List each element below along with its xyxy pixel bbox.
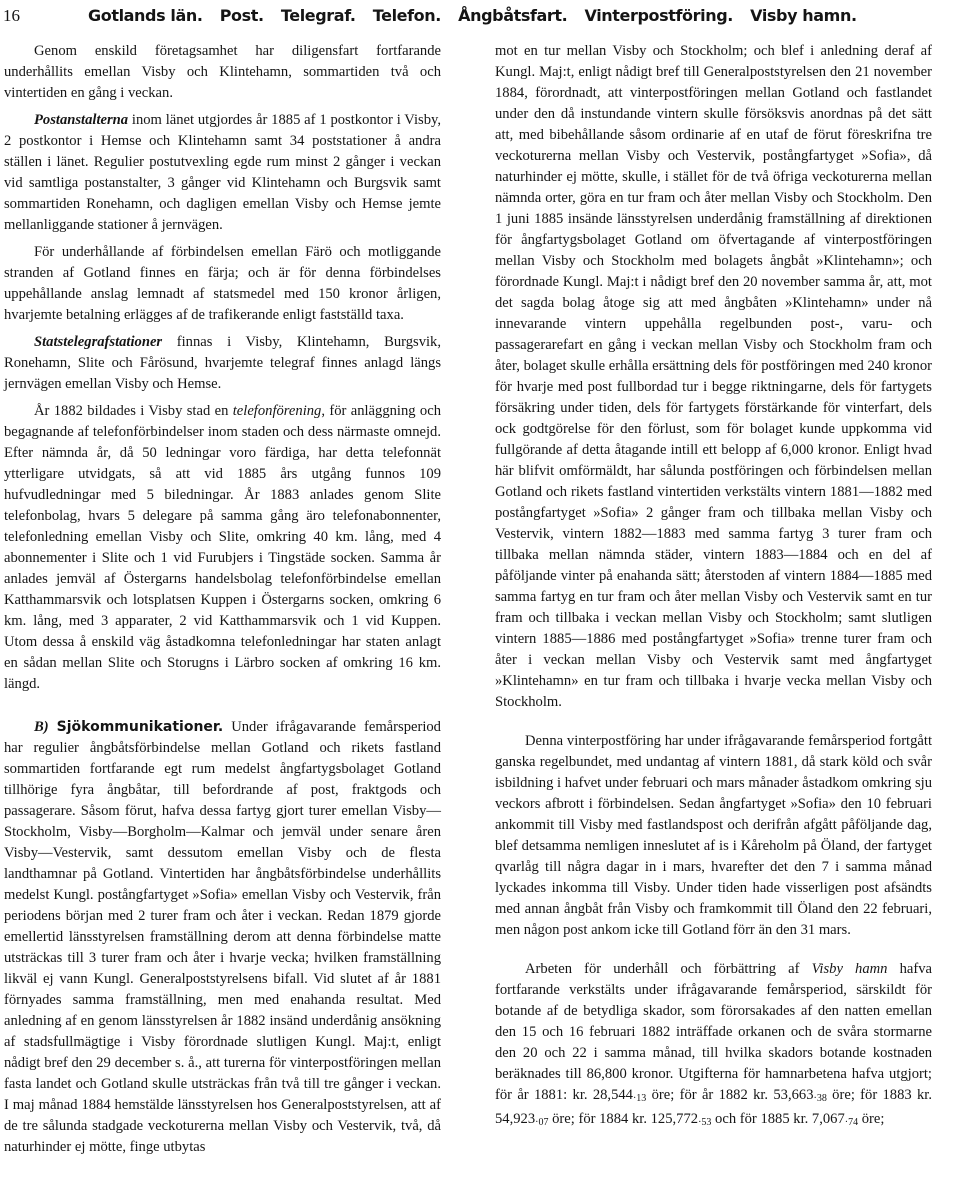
running-title-part: Gotlands län. xyxy=(88,6,203,25)
page-number: 16 xyxy=(3,6,20,25)
paragraph-body: öre; för 1884 kr. 125,772 xyxy=(548,1111,699,1127)
paragraph-body: Arbeten för underhåll och förbättring af xyxy=(525,961,812,977)
running-title-part: Ångbåtsfart. xyxy=(458,6,568,25)
paragraph-body: öre; för 1883 kr. 54,923 xyxy=(495,1087,932,1127)
paragraph-body: inom länet utgjordes år 1885 af 1 postkontor i Visby, 2 postkontor i Hemse och Klintehamn samt 34 poststationer å andra ställen i länet. Regulier postutvexling egde rum minst 2 gånger i veckan vid samtliga postanstalter, 3 gånger vid Klintehamn och Burgsvik samt sommartiden Ronehamn, och dagligen emellan Visby och Hemse jemte mellanliggande stationer å jernvägen. xyxy=(4,112,441,233)
ore-fraction: ·07 xyxy=(535,1117,549,1128)
paragraph-ferry: För underhållande af förbindelsen emellan Färö och motliggande stranden af Gotland finnes en färja; och är för denna förbindelses uppehållande anslag lemnadt af statsmedel med 150 kronor årligen, hvarjemte betalning erlägges af de trafikerande enligt fastställd taxa. xyxy=(4,244,441,323)
running-title-part: Post. xyxy=(219,6,264,25)
ore-fraction: ·13 xyxy=(632,1093,647,1104)
section-label: B) xyxy=(34,719,49,735)
ore-fraction: ·38 xyxy=(813,1093,827,1104)
paragraph-body: År 1882 bildades i Visby stad en xyxy=(34,403,233,419)
running-title-part: Visby hamn. xyxy=(750,6,857,25)
left-column xyxy=(4,41,441,1158)
running-title-part: Telefon. xyxy=(372,6,441,25)
paragraph-diligence: Genom enskild företagsamhet har diligensfart fortfarande underhållits emellan Visby och Klintehamn, sommartiden två och vintertiden en gång i veckan. xyxy=(4,43,441,101)
paragraph-lead-term: telefonförening xyxy=(232,403,322,419)
paragraph-lead-term: Statstelegrafstationer xyxy=(34,334,163,350)
paragraph-postal-offices xyxy=(4,110,441,236)
ore-fraction: ·74 xyxy=(844,1117,859,1128)
paragraph-body: hafva fortfarande verkstälts under ifrågavarande femårsperiod, särskildt för botande af de betydliga skador, som förorsakades af den natten emellan den 15 och 16 februari 1882 inträffade orkanen och de svåra stormarne den 20 och 22 i samma månad, till hvilka skadors botande kostnaden beräknades till 86,800 kronor. Utgifterna för hamnarbetena hafva utgjort; för år 1881: kr. 28,544 xyxy=(495,961,933,1103)
paragraph-winter-post: mot en tur mellan Visby och Stockholm; och blef i anledning deraf af Kungl. Maj:t, enligt nådigt bref till Generalpoststyrelsen den 21 november 1884, förordnadt, att vinterpostföringen mellan Gotland och fastlandet under den då instundande vintern skulle försöksvis anordnas på det sätt att, med bibehållande såsom ordinarie af en utaf de förut föreskrifna tre veckoturerna mellan Visby och Vestervik, postångfartyget »Sofia», då naturhinder ej mötte, skulle, i stället för de två öfriga veckoturerna mellan nämnda orter, göra en tur fram och åter mellan Visby och Stockholm. Den 1 juni 1885 insände länsstyrelsen underdånig framställning af direktionen för ångfartygsbolaget Gotland om öfvertagande af vinterpostföringen mellan Visby och Stockholm med bolagets ångbåt »Klintehamn»; och förordnade Kungl. Maj:t i nådigt bref den 20 november samma år, att, mot det sagda bolag åtoge sig att med ångbåten »Klintehamn» under nå innevarande vintern uppehålla regelbunden post-, varu- och passagerarefart en gång i veckan mellan Visby och Stockholm fram och åter, bolaget skulle erhålla ersättning dels för postföringen med 240 kronor för hvarje med post fullbordad tur i begge riktningarne, dels för fartygets försäkring under tiden, dels för fartygets förstärkande för vinterfart, dels ock godtgörelse för den förlust, som för bolaget kunde uppkomma vid fullgörande af detta åtagande intill ett belopp af 6,000 kronor. Enligt hvad här blifvit omförmäldt, har sålunda postföringen och förbindelsen mellan Gotland och rikets fastland vintertiden verkstälts vintern 1881—1882 med postångfartyget »Sofia» 2 gånger fram och tillbaka mellan Visby och Vestervik, vintern 1882—1883 med samma fartyg 3 turer fram och tillbaka mellan nämnda städer, vintern 1883—1884 och en del af påföljande vinter på enahanda sätt; återstoden af vintern 1884—1885 med samma fartyg en tur fram och åter mellan Visby och Vestervik samt en tur fram och tillbaka i veckan mellan Visby och Stockholm; samt slutligen vintern 1885—1886 med postångfartyget »Sofia» trenne turer fram och åter i veckan mellan Visby och Vestervik samt med ångfartyget »Klintehamn» en tur fram och tillbaka i hvarje vecka mellan Visby och Stockholm. xyxy=(495,43,932,710)
paragraph-winter-service: Denna vinterpostföring har under ifrågavarande femårsperiod fortgått ganska regelbundet, med undantag af vintern 1881, då stark köld och svår isbildning i hafvet under februari och mars månader åstadkom omkring sju veckors afbrott i förbindelsen. Sedan ångfartyget »Sofia» den 10 februari ankommit till Visby med fastlandspost och derifrån afgått påföljande dag, blef detsamma nemligen inneslutet af is i Kåreholm på Öland, der fartyget qvarlåg till några dagar in i mars, hvarefter det den 7 i samma månad lyckades inkomma till Visby. Under tiden hade visserligen post afsändts med annan ångbåt från Visby och framkommit till Öland den 22 februari, men någon post ankom icke till Gotland förr än den 31 mars. xyxy=(495,733,932,938)
paragraph-telephone xyxy=(4,401,441,695)
paragraph-telegraph xyxy=(4,332,441,395)
paragraph-body: Under ifrågavarande femårsperiod har regulier ångbåtsförbindelse mellan Gotland och rikets fastland sommartiden fortfarande egt rum medelst ångfartygsbolaget Gotland tillhörige fyra ångbåtar, till befordrande af post, fraktgods och passagerare. Såsom förut, hafva dessa fartyg gjort turer emellan Visby—Stockholm, Visby—Borgholm—Kalmar och jemväl under senare åren Visby—Vestervik, samt dessutom emellan Visby och de flesta landthamnar på Gotland. Vintertiden har ångbåtsförbindelse underhållits medelst Kungl. postångfartyget »Sofia» emellan Visby och Vestervik, från periodens början med 2 turer fram och åter i veckan. Redan 1879 gjorde emellertid länsstyrelsen framställning derom att denna förbindelse matte utsträckas till 3 turer fram och åter i hvarje vecka; hvilken framställning likväl ej vann Kungl. Generalpoststyrelsens bifall. Vid slutet af år 1881 förnyades samma framställning, men med enahanda resultat. Med anledning af en genom länsstyrelsen år 1882 insänd underdånig ansökning af stadsfullmägtige i Visby förordnade slutligen Kungl. Maj:t, enligt nådigt bref den 29 december s. å., att turerna för vinterpostföringen mellan fasta landet och Gotland skulle utsträckas från två till tre gånger i veckan. I maj månad 1884 hemstälde länsstyrelsen hos Generalpoststyrelsen, att af de tre sålunda stadgade veckoturerna mellan Visby och Vestervik, två, då naturhinder ej mötte, finge utbytas xyxy=(4,719,441,1155)
running-title-part: Telegraf. xyxy=(280,6,356,25)
right-column xyxy=(495,41,932,1133)
running-title-part: Vinterpostföring. xyxy=(584,6,733,25)
paragraph-body: och för 1885 kr. 7,067 xyxy=(711,1111,845,1127)
paragraph-body: finnas i Visby, Klintehamn, Burgsvik, Ronehamn, Slite och Fårösund, hvarjemte telegraf finnes anlagd längs jernvägen emellan Visby och Hemse. xyxy=(4,334,441,392)
paragraph-sea-communications xyxy=(4,717,441,1158)
paragraph-body: öre; för år 1882 kr. 53,663 xyxy=(646,1087,814,1103)
running-title xyxy=(88,6,869,25)
ore-fraction: ·53 xyxy=(698,1117,712,1128)
paragraph-lead-term: Visby hamn xyxy=(811,961,888,977)
paragraph-body: öre; xyxy=(858,1111,885,1127)
paragraph-visby-harbour xyxy=(495,959,932,1133)
page-header xyxy=(0,0,960,34)
section-heading: Sjökommunikationer. xyxy=(56,719,224,735)
paragraph-lead-term: Postanstalterna xyxy=(34,112,129,128)
paragraph-body: , för anläggning och begagnande af telefonförbindelser inom staden och dess närmaste omnejd. Efter nämnda år, då 50 ledningar voro färdiga, har detta telefonnät ytterligare utvidgats, så att vid 1885 års utgång funnos 109 hufvudledningar med 5 biledningar. År 1883 anlades genom Slite telefonbolag, hvars 5 delegare på samma gång äro telefonabonnenter, telefonledning emellan Visby och Slite, omkring 40 km. lång, med 4 abonnementer i Slite och 1 vid Furubjers i Tingstäde socken. Samma år anlades jemväl af Östergarns handelsbolag telefonförbindelse emellan Katthammarsvik och lotsplatsen Kuppen i Östergarns socken, omkring 6 km. lång, med 3 apparater, 2 vid Katthammarsvik och 1 vid Kuppen. Utom dessa å enskild väg åstadkomna telefonledningar har staten anlagt en sådan mellan Slite och Storugns i Lärbro socken af omkring 16 km. längd. xyxy=(4,403,441,692)
